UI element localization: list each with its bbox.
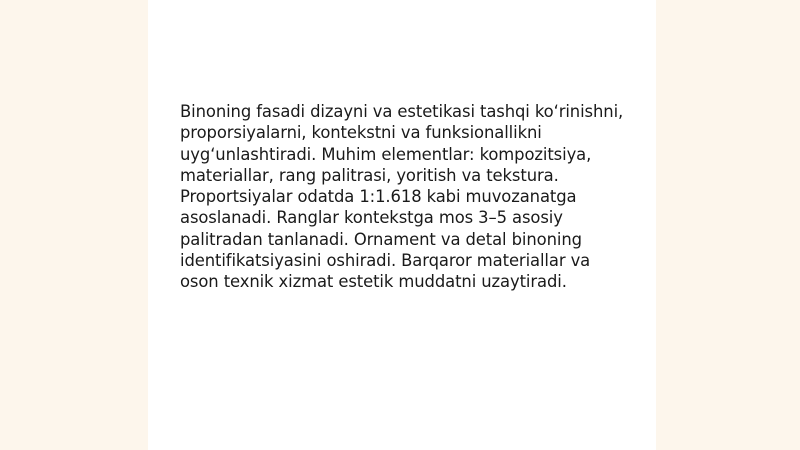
paragraph-line-4: materiallar, rang palitrasi, yoritish va tekstura. [180, 165, 559, 185]
body-paragraph [180, 101, 650, 293]
paragraph-line-9: oson texnik xizmat estetik muddatni uzaytiradi. [180, 272, 567, 292]
paragraph-line-3: uyg‘unlashtiradi. Muhim elementlar: kompozitsiya, [180, 144, 592, 164]
paragraph-line-7: palitradan tanlanadi. Ornament va detal binoning [180, 229, 582, 249]
paragraph-line-5: Proportsiyalar odatda 1:1.618 kabi muvozanatga [180, 187, 577, 207]
paragraph-line-8: identifikatsiyasini oshiradi. Barqaror materiallar va [180, 251, 591, 271]
paragraph-line-2: proporsiyalarni, kontekstni va funksionallikni [180, 123, 542, 143]
paragraph-line-1: Binoning fasadi dizayni va estetikasi tashqi ko‘rinishni, [180, 102, 624, 121]
paragraph-line-6: asoslanadi. Ranglar kontekstga mos 3–5 asosiy [180, 208, 563, 228]
document-page [148, 0, 656, 450]
